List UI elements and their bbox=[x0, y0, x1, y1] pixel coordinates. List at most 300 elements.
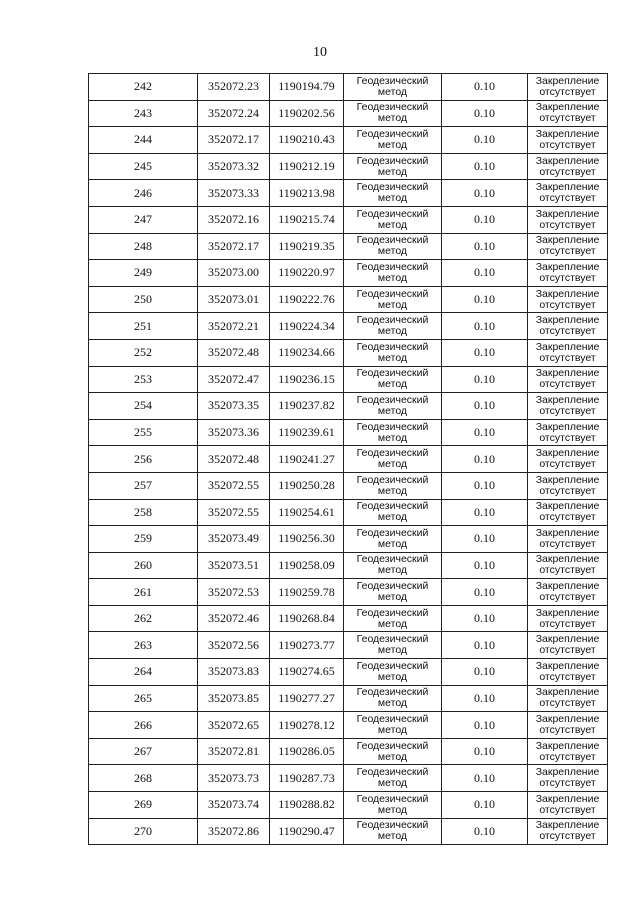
fixation-cell bbox=[528, 313, 608, 340]
fixation-text: Закрепление bbox=[535, 739, 600, 752]
point-number-cell: 268 bbox=[89, 765, 198, 792]
table-row bbox=[89, 393, 608, 420]
table-row bbox=[89, 472, 608, 499]
method-cell bbox=[344, 260, 442, 287]
method-text: Геодезический bbox=[356, 101, 429, 114]
point-number-cell: 257 bbox=[89, 472, 198, 499]
error-cell: 0.10 bbox=[442, 552, 528, 579]
y-coordinate-cell: 1190220.97 bbox=[270, 260, 344, 287]
method-text: Геодезический bbox=[356, 154, 429, 167]
fixation-text: отсутствует bbox=[539, 484, 596, 497]
table-row bbox=[89, 180, 608, 207]
fixation-text: отсутствует bbox=[539, 325, 596, 338]
x-coordinate-cell: 352072.47 bbox=[198, 366, 270, 393]
method-cell bbox=[344, 738, 442, 765]
method-cell bbox=[344, 685, 442, 712]
method-cell bbox=[344, 632, 442, 659]
fixation-text: Закрепление bbox=[535, 207, 600, 220]
x-coordinate-cell: 352073.32 bbox=[198, 153, 270, 180]
method-cell bbox=[344, 792, 442, 819]
method-cell bbox=[344, 233, 442, 260]
fixation-cell bbox=[528, 419, 608, 446]
fixation-text: отсутствует bbox=[539, 378, 596, 391]
error-cell: 0.10 bbox=[442, 393, 528, 420]
fixation-text: отсутствует bbox=[539, 218, 596, 231]
point-number-cell: 254 bbox=[89, 393, 198, 420]
fixation-cell bbox=[528, 446, 608, 473]
fixation-cell bbox=[528, 180, 608, 207]
x-coordinate-cell: 352073.36 bbox=[198, 419, 270, 446]
fixation-cell bbox=[528, 393, 608, 420]
point-number-cell: 269 bbox=[89, 792, 198, 819]
table-row bbox=[89, 579, 608, 606]
error-cell: 0.10 bbox=[442, 100, 528, 127]
method-cell bbox=[344, 286, 442, 313]
point-number-cell: 256 bbox=[89, 446, 198, 473]
fixation-cell bbox=[528, 499, 608, 526]
point-number-cell: 262 bbox=[89, 605, 198, 632]
fixation-text: Закрепление bbox=[535, 766, 600, 779]
y-coordinate-cell: 1190219.35 bbox=[270, 233, 344, 260]
x-coordinate-cell: 352072.24 bbox=[198, 100, 270, 127]
fixation-cell bbox=[528, 685, 608, 712]
fixation-cell bbox=[528, 74, 608, 101]
fixation-cell bbox=[528, 605, 608, 632]
x-coordinate-cell: 352072.46 bbox=[198, 605, 270, 632]
fixation-text: Закрепление bbox=[535, 447, 600, 460]
method-cell bbox=[344, 74, 442, 101]
y-coordinate-cell: 1190290.47 bbox=[270, 818, 344, 845]
fixation-text: Закрепление bbox=[535, 127, 600, 140]
method-cell bbox=[344, 100, 442, 127]
point-number-cell: 260 bbox=[89, 552, 198, 579]
x-coordinate-cell: 352073.85 bbox=[198, 685, 270, 712]
fixation-text: отсутствует bbox=[539, 192, 596, 205]
fixation-text: Закрепление bbox=[535, 260, 600, 273]
error-cell: 0.10 bbox=[442, 339, 528, 366]
error-cell: 0.10 bbox=[442, 153, 528, 180]
table-row bbox=[89, 792, 608, 819]
method-text: метод bbox=[377, 777, 408, 790]
method-text: Геодезический bbox=[356, 420, 429, 433]
fixation-text: Закрепление bbox=[535, 633, 600, 646]
fixation-text: Закрепление bbox=[535, 526, 600, 539]
y-coordinate-cell: 1190254.61 bbox=[270, 499, 344, 526]
point-number-cell: 251 bbox=[89, 313, 198, 340]
table-row bbox=[89, 605, 608, 632]
y-coordinate-cell: 1190287.73 bbox=[270, 765, 344, 792]
method-cell bbox=[344, 393, 442, 420]
table-row bbox=[89, 233, 608, 260]
method-text: Геодезический bbox=[356, 127, 429, 140]
method-cell bbox=[344, 579, 442, 606]
point-number-cell: 246 bbox=[89, 180, 198, 207]
method-text: Геодезический bbox=[356, 367, 429, 380]
fixation-text: отсутствует bbox=[539, 271, 596, 284]
coordinates-table-body bbox=[89, 74, 608, 845]
method-cell bbox=[344, 526, 442, 553]
method-text: метод bbox=[377, 192, 408, 205]
method-text: метод bbox=[377, 591, 408, 604]
error-cell: 0.10 bbox=[442, 605, 528, 632]
method-text: Геодезический bbox=[356, 739, 429, 752]
method-text: метод bbox=[377, 404, 408, 417]
fixation-cell bbox=[528, 579, 608, 606]
fixation-text: Закрепление bbox=[535, 713, 600, 726]
method-cell bbox=[344, 605, 442, 632]
fixation-cell bbox=[528, 366, 608, 393]
x-coordinate-cell: 352073.00 bbox=[198, 260, 270, 287]
method-text: метод bbox=[377, 298, 408, 311]
fixation-text: отсутствует bbox=[539, 112, 596, 125]
x-coordinate-cell: 352072.48 bbox=[198, 446, 270, 473]
method-text: метод bbox=[377, 803, 408, 816]
error-cell: 0.10 bbox=[442, 366, 528, 393]
error-cell: 0.10 bbox=[442, 712, 528, 739]
fixation-text: Закрепление bbox=[535, 314, 600, 327]
x-coordinate-cell: 352072.48 bbox=[198, 339, 270, 366]
method-text: Геодезический bbox=[356, 74, 429, 87]
x-coordinate-cell: 352072.56 bbox=[198, 632, 270, 659]
method-cell bbox=[344, 765, 442, 792]
method-cell bbox=[344, 552, 442, 579]
method-text: метод bbox=[377, 271, 408, 284]
method-cell bbox=[344, 366, 442, 393]
fixation-text: отсутствует bbox=[539, 644, 596, 657]
error-cell: 0.10 bbox=[442, 286, 528, 313]
method-cell bbox=[344, 818, 442, 845]
method-text: метод bbox=[377, 351, 408, 364]
point-number-cell: 259 bbox=[89, 526, 198, 553]
point-number-cell: 261 bbox=[89, 579, 198, 606]
method-text: метод bbox=[377, 138, 408, 151]
fixation-text: отсутствует bbox=[539, 298, 596, 311]
y-coordinate-cell: 1190258.09 bbox=[270, 552, 344, 579]
method-text: Геодезический bbox=[356, 207, 429, 220]
fixation-cell bbox=[528, 659, 608, 686]
method-text: метод bbox=[377, 537, 408, 550]
fixation-text: отсутствует bbox=[539, 670, 596, 683]
page-number: 10 bbox=[313, 45, 327, 60]
method-cell bbox=[344, 127, 442, 154]
method-text: метод bbox=[377, 85, 408, 98]
point-number-cell: 247 bbox=[89, 206, 198, 233]
method-cell bbox=[344, 419, 442, 446]
error-cell: 0.10 bbox=[442, 792, 528, 819]
method-cell bbox=[344, 313, 442, 340]
table-row bbox=[89, 738, 608, 765]
y-coordinate-cell: 1190237.82 bbox=[270, 393, 344, 420]
method-cell bbox=[344, 339, 442, 366]
point-number-cell: 258 bbox=[89, 499, 198, 526]
table-row bbox=[89, 419, 608, 446]
y-coordinate-cell: 1190259.78 bbox=[270, 579, 344, 606]
fixation-text: Закрепление bbox=[535, 500, 600, 513]
point-number-cell: 244 bbox=[89, 127, 198, 154]
fixation-text: Закрепление bbox=[535, 659, 600, 672]
y-coordinate-cell: 1190286.05 bbox=[270, 738, 344, 765]
fixation-text: Закрепление bbox=[535, 74, 600, 87]
x-coordinate-cell: 352072.21 bbox=[198, 313, 270, 340]
point-number-cell: 263 bbox=[89, 632, 198, 659]
point-number-cell: 249 bbox=[89, 260, 198, 287]
fixation-cell bbox=[528, 153, 608, 180]
fixation-text: Закрепление bbox=[535, 473, 600, 486]
table-row bbox=[89, 313, 608, 340]
fixation-text: отсутствует bbox=[539, 138, 596, 151]
table-row bbox=[89, 153, 608, 180]
table-row bbox=[89, 632, 608, 659]
fixation-text: Закрепление bbox=[535, 393, 600, 406]
fixation-cell bbox=[528, 632, 608, 659]
method-text: Геодезический bbox=[356, 260, 429, 273]
method-text: метод bbox=[377, 218, 408, 231]
x-coordinate-cell: 352073.74 bbox=[198, 792, 270, 819]
table-row bbox=[89, 260, 608, 287]
method-text: Геодезический bbox=[356, 447, 429, 460]
point-number-cell: 245 bbox=[89, 153, 198, 180]
fixation-cell bbox=[528, 712, 608, 739]
point-number-cell: 266 bbox=[89, 712, 198, 739]
table-row bbox=[89, 659, 608, 686]
point-number-cell: 250 bbox=[89, 286, 198, 313]
fixation-text: Закрепление bbox=[535, 367, 600, 380]
table-row bbox=[89, 206, 608, 233]
point-number-cell: 264 bbox=[89, 659, 198, 686]
method-cell bbox=[344, 180, 442, 207]
method-cell bbox=[344, 472, 442, 499]
x-coordinate-cell: 352073.83 bbox=[198, 659, 270, 686]
fixation-cell bbox=[528, 100, 608, 127]
error-cell: 0.10 bbox=[442, 818, 528, 845]
y-coordinate-cell: 1190274.65 bbox=[270, 659, 344, 686]
fixation-text: отсутствует bbox=[539, 591, 596, 604]
table-row bbox=[89, 526, 608, 553]
table-row bbox=[89, 765, 608, 792]
fixation-text: отсутствует bbox=[539, 750, 596, 763]
x-coordinate-cell: 352073.01 bbox=[198, 286, 270, 313]
point-number-cell: 248 bbox=[89, 233, 198, 260]
method-cell bbox=[344, 206, 442, 233]
fixation-text: отсутствует bbox=[539, 564, 596, 577]
fixation-text: отсутствует bbox=[539, 245, 596, 258]
method-text: метод bbox=[377, 165, 408, 178]
fixation-cell bbox=[528, 206, 608, 233]
y-coordinate-cell: 1190288.82 bbox=[270, 792, 344, 819]
fixation-text: Закрепление bbox=[535, 154, 600, 167]
x-coordinate-cell: 352072.53 bbox=[198, 579, 270, 606]
fixation-text: отсутствует bbox=[539, 85, 596, 98]
fixation-text: отсутствует bbox=[539, 697, 596, 710]
method-text: метод bbox=[377, 431, 408, 444]
error-cell: 0.10 bbox=[442, 526, 528, 553]
method-text: метод bbox=[377, 697, 408, 710]
fixation-text: отсутствует bbox=[539, 537, 596, 550]
fixation-cell bbox=[528, 472, 608, 499]
y-coordinate-cell: 1190202.56 bbox=[270, 100, 344, 127]
table-row bbox=[89, 74, 608, 101]
fixation-text: отсутствует bbox=[539, 617, 596, 630]
method-text: Геодезический bbox=[356, 633, 429, 646]
point-number-cell: 255 bbox=[89, 419, 198, 446]
method-cell bbox=[344, 659, 442, 686]
fixation-text: отсутствует bbox=[539, 777, 596, 790]
error-cell: 0.10 bbox=[442, 685, 528, 712]
error-cell: 0.10 bbox=[442, 260, 528, 287]
method-text: Геодезический bbox=[356, 393, 429, 406]
y-coordinate-cell: 1190256.30 bbox=[270, 526, 344, 553]
method-text: метод bbox=[377, 670, 408, 683]
x-coordinate-cell: 352072.65 bbox=[198, 712, 270, 739]
fixation-cell bbox=[528, 260, 608, 287]
point-number-cell: 267 bbox=[89, 738, 198, 765]
x-coordinate-cell: 352073.33 bbox=[198, 180, 270, 207]
fixation-text: Закрепление bbox=[535, 792, 600, 805]
method-text: метод bbox=[377, 458, 408, 471]
method-text: Геодезический bbox=[356, 819, 429, 832]
method-text: метод bbox=[377, 564, 408, 577]
table-row bbox=[89, 366, 608, 393]
x-coordinate-cell: 352072.17 bbox=[198, 233, 270, 260]
method-text: Геодезический bbox=[356, 287, 429, 300]
fixation-cell bbox=[528, 738, 608, 765]
method-text: Геодезический bbox=[356, 526, 429, 539]
method-text: метод bbox=[377, 830, 408, 843]
method-text: Геодезический bbox=[356, 686, 429, 699]
point-number-cell: 242 bbox=[89, 74, 198, 101]
fixation-text: отсутствует bbox=[539, 724, 596, 737]
error-cell: 0.10 bbox=[442, 233, 528, 260]
method-cell bbox=[344, 153, 442, 180]
fixation-cell bbox=[528, 127, 608, 154]
table-row bbox=[89, 127, 608, 154]
x-coordinate-cell: 352073.35 bbox=[198, 393, 270, 420]
error-cell: 0.10 bbox=[442, 765, 528, 792]
point-number-cell: 265 bbox=[89, 685, 198, 712]
table-row bbox=[89, 446, 608, 473]
method-text: Геодезический bbox=[356, 473, 429, 486]
fixation-text: Закрепление bbox=[535, 686, 600, 699]
fixation-cell bbox=[528, 818, 608, 845]
error-cell: 0.10 bbox=[442, 127, 528, 154]
method-text: Геодезический bbox=[356, 314, 429, 327]
method-text: метод bbox=[377, 245, 408, 258]
fixation-text: Закрепление bbox=[535, 234, 600, 247]
error-cell: 0.10 bbox=[442, 659, 528, 686]
x-coordinate-cell: 352072.17 bbox=[198, 127, 270, 154]
method-text: Геодезический bbox=[356, 234, 429, 247]
method-text: Геодезический bbox=[356, 659, 429, 672]
method-cell bbox=[344, 712, 442, 739]
method-text: метод bbox=[377, 617, 408, 630]
fixation-cell bbox=[528, 526, 608, 553]
fixation-text: Закрепление bbox=[535, 340, 600, 353]
fixation-text: отсутствует bbox=[539, 165, 596, 178]
fixation-text: отсутствует bbox=[539, 404, 596, 417]
point-number-cell: 252 bbox=[89, 339, 198, 366]
y-coordinate-cell: 1190215.74 bbox=[270, 206, 344, 233]
point-number-cell: 270 bbox=[89, 818, 198, 845]
table-row bbox=[89, 100, 608, 127]
fixation-text: отсутствует bbox=[539, 458, 596, 471]
y-coordinate-cell: 1190222.76 bbox=[270, 286, 344, 313]
x-coordinate-cell: 352072.55 bbox=[198, 472, 270, 499]
fixation-text: отсутствует bbox=[539, 511, 596, 524]
method-text: метод bbox=[377, 112, 408, 125]
method-text: Геодезический bbox=[356, 713, 429, 726]
y-coordinate-cell: 1190278.12 bbox=[270, 712, 344, 739]
y-coordinate-cell: 1190239.61 bbox=[270, 419, 344, 446]
table-row bbox=[89, 499, 608, 526]
fixation-text: отсутствует bbox=[539, 431, 596, 444]
fixation-text: Закрепление bbox=[535, 420, 600, 433]
fixation-text: отсутствует bbox=[539, 351, 596, 364]
method-text: метод bbox=[377, 644, 408, 657]
error-cell: 0.10 bbox=[442, 499, 528, 526]
x-coordinate-cell: 352072.86 bbox=[198, 818, 270, 845]
coordinates-table bbox=[88, 73, 608, 845]
error-cell: 0.10 bbox=[442, 579, 528, 606]
x-coordinate-cell: 352072.23 bbox=[198, 74, 270, 101]
error-cell: 0.10 bbox=[442, 419, 528, 446]
y-coordinate-cell: 1190213.98 bbox=[270, 180, 344, 207]
method-text: метод bbox=[377, 724, 408, 737]
error-cell: 0.10 bbox=[442, 446, 528, 473]
method-text: Геодезический bbox=[356, 580, 429, 593]
table-row bbox=[89, 685, 608, 712]
fixation-cell bbox=[528, 765, 608, 792]
fixation-cell bbox=[528, 233, 608, 260]
y-coordinate-cell: 1190241.27 bbox=[270, 446, 344, 473]
fixation-text: отсутствует bbox=[539, 803, 596, 816]
y-coordinate-cell: 1190210.43 bbox=[270, 127, 344, 154]
x-coordinate-cell: 352072.55 bbox=[198, 499, 270, 526]
error-cell: 0.10 bbox=[442, 738, 528, 765]
method-cell bbox=[344, 446, 442, 473]
fixation-text: Закрепление bbox=[535, 181, 600, 194]
x-coordinate-cell: 352073.49 bbox=[198, 526, 270, 553]
x-coordinate-cell: 352072.16 bbox=[198, 206, 270, 233]
method-text: Геодезический bbox=[356, 340, 429, 353]
method-text: метод bbox=[377, 325, 408, 338]
method-text: метод bbox=[377, 511, 408, 524]
y-coordinate-cell: 1190194.79 bbox=[270, 74, 344, 101]
fixation-text: Закрепление bbox=[535, 553, 600, 566]
fixation-text: Закрепление bbox=[535, 580, 600, 593]
fixation-text: Закрепление bbox=[535, 101, 600, 114]
x-coordinate-cell: 352073.73 bbox=[198, 765, 270, 792]
method-cell bbox=[344, 499, 442, 526]
error-cell: 0.10 bbox=[442, 632, 528, 659]
error-cell: 0.10 bbox=[442, 472, 528, 499]
error-cell: 0.10 bbox=[442, 313, 528, 340]
fixation-text: Закрепление bbox=[535, 287, 600, 300]
y-coordinate-cell: 1190250.28 bbox=[270, 472, 344, 499]
y-coordinate-cell: 1190224.34 bbox=[270, 313, 344, 340]
error-cell: 0.10 bbox=[442, 206, 528, 233]
method-text: метод bbox=[377, 750, 408, 763]
y-coordinate-cell: 1190273.77 bbox=[270, 632, 344, 659]
fixation-cell bbox=[528, 792, 608, 819]
error-cell: 0.10 bbox=[442, 74, 528, 101]
y-coordinate-cell: 1190212.19 bbox=[270, 153, 344, 180]
method-text: метод bbox=[377, 378, 408, 391]
method-text: Геодезический bbox=[356, 553, 429, 566]
y-coordinate-cell: 1190236.15 bbox=[270, 366, 344, 393]
y-coordinate-cell: 1190268.84 bbox=[270, 605, 344, 632]
table-row bbox=[89, 286, 608, 313]
method-text: Геодезический bbox=[356, 766, 429, 779]
